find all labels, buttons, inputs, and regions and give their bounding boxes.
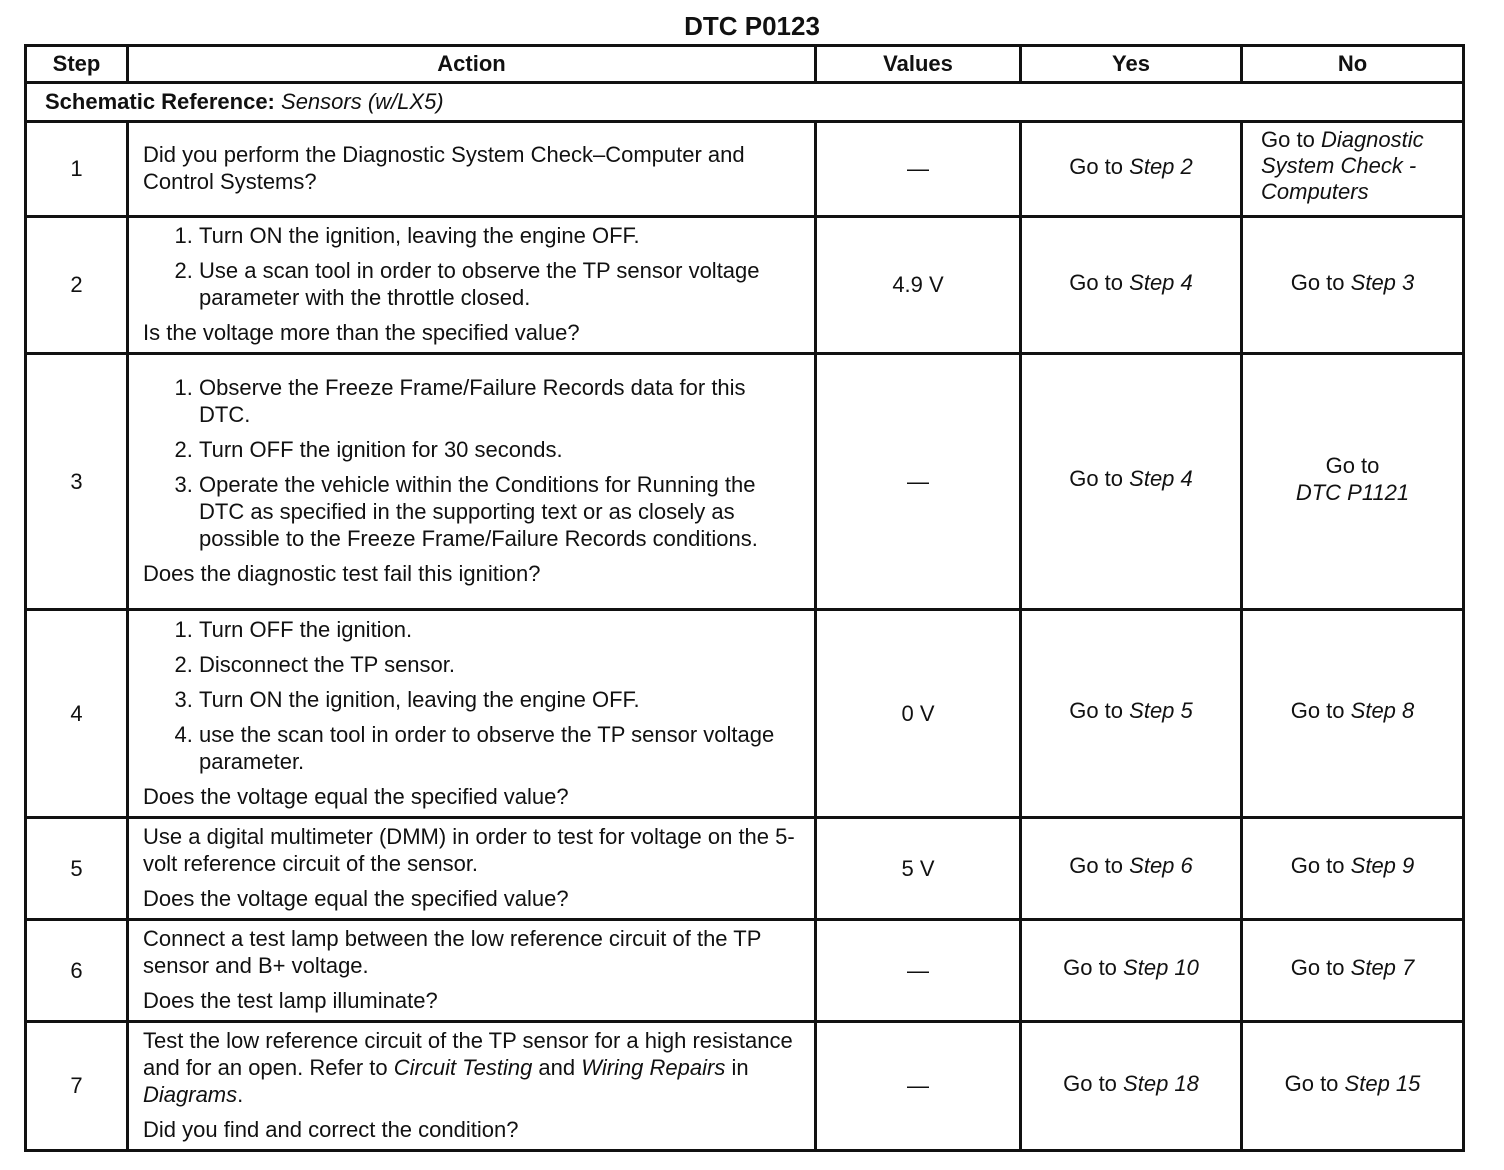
go-to-label: Go to bbox=[1284, 1070, 1339, 1096]
schematic-row bbox=[26, 83, 1464, 122]
action-cell bbox=[128, 610, 816, 818]
ref-circuit-testing: Circuit Testing bbox=[393, 1055, 533, 1080]
action-item: 2. Disconnect the TP sensor. bbox=[199, 651, 800, 678]
action-text bbox=[143, 1027, 800, 1108]
action-question: Did you find and correct the condition? bbox=[143, 1117, 519, 1142]
yes-cell bbox=[1021, 122, 1242, 217]
action-cell bbox=[128, 354, 816, 610]
value-cell: — bbox=[816, 1022, 1021, 1151]
action-question: Does the test lamp illuminate? bbox=[143, 988, 438, 1013]
table-row bbox=[26, 1022, 1464, 1151]
go-to-label: Go to bbox=[1290, 853, 1345, 878]
action-text: Use a digital multimeter (DMM) in order to test for voltage on the 5-volt reference circuit of the sensor. bbox=[143, 824, 795, 876]
action-cell bbox=[128, 217, 816, 354]
go-to-label: Go to bbox=[1325, 452, 1380, 478]
step-number: 2 bbox=[26, 217, 128, 354]
schematic-label: Schematic Reference: bbox=[45, 89, 275, 114]
action-text: Connect a test lamp between the low reference circuit of the TP sensor and B+ voltage. bbox=[143, 926, 761, 978]
no-cell bbox=[1242, 354, 1464, 610]
action-list bbox=[143, 222, 800, 311]
step-number: 1 bbox=[26, 122, 128, 217]
action-text: Did you perform the Diagnostic System Check–Computer and Control Systems? bbox=[143, 142, 745, 194]
text-part: Test the low reference circuit of the TP sensor for a high resistance and for an open. Refer to bbox=[143, 1028, 793, 1080]
go-to-label: Go to bbox=[1069, 466, 1124, 491]
no-cell bbox=[1242, 818, 1464, 920]
go-to-label: Go to bbox=[1069, 698, 1124, 723]
go-to-label: Go to bbox=[1261, 127, 1315, 152]
yes-target: Step 6 bbox=[1129, 853, 1193, 878]
action-list bbox=[143, 616, 800, 775]
action-item: 2. Turn OFF the ignition for 30 seconds. bbox=[199, 436, 800, 463]
no-cell bbox=[1242, 1022, 1464, 1151]
value-cell: — bbox=[816, 354, 1021, 610]
step-number: 6 bbox=[26, 920, 128, 1022]
yes-cell bbox=[1021, 217, 1242, 354]
no-cell bbox=[1242, 122, 1464, 217]
table-row bbox=[26, 354, 1464, 610]
header-action: Action bbox=[128, 46, 816, 83]
step-number: 3 bbox=[26, 354, 128, 610]
step-number: 4 bbox=[26, 610, 128, 818]
header-no: No bbox=[1242, 46, 1464, 83]
action-question: Is the voltage more than the specified value? bbox=[143, 320, 580, 345]
value-cell: — bbox=[816, 920, 1021, 1022]
no-target: Diagnostic System Check - Computers bbox=[1261, 127, 1424, 204]
action-item: 3. Turn ON the ignition, leaving the engine OFF. bbox=[199, 686, 800, 713]
value-cell: 4.9 V bbox=[816, 217, 1021, 354]
value-cell: 0 V bbox=[816, 610, 1021, 818]
go-to-label: Go to bbox=[1069, 269, 1124, 295]
go-to-label: Go to bbox=[1069, 153, 1124, 179]
action-item: 1. Turn ON the ignition, leaving the engine OFF. bbox=[199, 222, 800, 249]
action-item: 2. Use a scan tool in order to observe the TP sensor voltage parameter with the throttle closed. bbox=[199, 257, 800, 311]
no-target: Step 3 bbox=[1350, 269, 1415, 295]
yes-target: Step 4 bbox=[1129, 466, 1193, 491]
action-cell bbox=[128, 1022, 816, 1151]
yes-cell bbox=[1021, 1022, 1242, 1151]
action-question: Does the voltage equal the specified value? bbox=[143, 783, 569, 809]
action-cell bbox=[128, 818, 816, 920]
ref-diagrams: Diagrams bbox=[143, 1082, 238, 1107]
action-list bbox=[143, 374, 800, 552]
table-row bbox=[26, 122, 1464, 217]
no-target: DTC P1121 bbox=[1295, 479, 1410, 505]
header-yes: Yes bbox=[1021, 46, 1242, 83]
step-number: 5 bbox=[26, 818, 128, 920]
yes-target: Step 5 bbox=[1129, 698, 1193, 723]
no-target: Step 15 bbox=[1344, 1070, 1421, 1096]
action-item: 4. use the scan tool in order to observe the TP sensor voltage parameter. bbox=[199, 721, 800, 775]
no-cell bbox=[1242, 920, 1464, 1022]
go-to-label: Go to bbox=[1290, 269, 1345, 295]
action-question: Does the voltage equal the specified value? bbox=[143, 886, 569, 911]
yes-cell bbox=[1021, 354, 1242, 610]
header-values: Values bbox=[816, 46, 1021, 83]
diagnostic-table bbox=[24, 44, 1465, 1152]
action-item: 3. Operate the vehicle within the Conditions for Running the DTC as specified in the supporting text or as closely as possible to the Freeze Frame/Failure Records conditions. bbox=[199, 471, 800, 552]
step-number: 7 bbox=[26, 1022, 128, 1151]
header-step: Step bbox=[26, 46, 128, 83]
table-row bbox=[26, 610, 1464, 818]
header-row bbox=[26, 46, 1464, 83]
yes-target: Step 4 bbox=[1129, 269, 1193, 295]
no-cell bbox=[1242, 217, 1464, 354]
no-cell bbox=[1242, 610, 1464, 818]
table-row bbox=[26, 217, 1464, 354]
yes-target: Step 18 bbox=[1123, 1070, 1199, 1096]
action-cell bbox=[128, 122, 816, 217]
ref-wiring-repairs: Wiring Repairs bbox=[581, 1055, 726, 1080]
go-to-label: Go to bbox=[1290, 698, 1345, 723]
schematic-value: Sensors (w/LX5) bbox=[281, 89, 444, 114]
value-cell: — bbox=[816, 122, 1021, 217]
table-row bbox=[26, 818, 1464, 920]
value-cell: 5 V bbox=[816, 818, 1021, 920]
action-cell bbox=[128, 920, 816, 1022]
action-question: Does the diagnostic test fail this ignition? bbox=[143, 561, 541, 586]
no-target: Step 9 bbox=[1350, 853, 1415, 878]
page-title: DTC P0123 bbox=[684, 11, 820, 41]
action-item: 1. Turn OFF the ignition. bbox=[199, 616, 800, 643]
text-part: . bbox=[237, 1082, 244, 1107]
yes-cell bbox=[1021, 610, 1242, 818]
go-to-label: Go to bbox=[1063, 955, 1117, 980]
yes-target: Step 10 bbox=[1123, 955, 1199, 980]
go-to-label: Go to bbox=[1290, 955, 1345, 980]
yes-cell bbox=[1021, 818, 1242, 920]
yes-cell bbox=[1021, 920, 1242, 1022]
no-target: Step 8 bbox=[1350, 698, 1415, 723]
go-to-label: Go to bbox=[1069, 853, 1124, 878]
yes-target: Step 2 bbox=[1129, 153, 1193, 179]
no-target: Step 7 bbox=[1350, 955, 1415, 980]
text-part: in bbox=[725, 1055, 749, 1080]
text-part: and bbox=[532, 1055, 582, 1080]
schematic-reference bbox=[26, 83, 1464, 122]
action-item: 1. Observe the Freeze Frame/Failure Records data for this DTC. bbox=[199, 374, 800, 428]
table-row bbox=[26, 920, 1464, 1022]
go-to-label: Go to bbox=[1063, 1070, 1117, 1096]
